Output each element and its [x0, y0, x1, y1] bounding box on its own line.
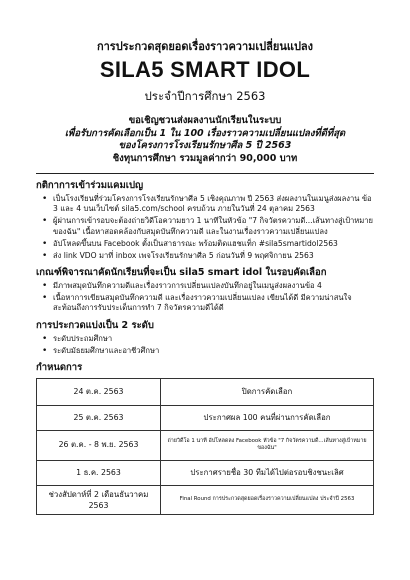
academic-year: ประจำปีการศึกษา 2563: [144, 89, 266, 103]
schedule-activity: ถ่ายวิดีโอ 1 นาที อัปโหลดลง Facebook หัวข้อ "7 กิจวัตรความดี...เส้นทางสู่เป้าหมายของฉัน": [161, 430, 374, 460]
levels-list: [36, 334, 374, 356]
rules-list: [36, 194, 374, 261]
intro-text: [36, 115, 374, 165]
schedule-activity: ปิดการคัดเลือก: [161, 378, 374, 405]
intro-line-4: ชิงทุนการศึกษา รวมมูลค่ากว่า 90,000 บาท: [112, 152, 298, 164]
intro-line-3: ของโครงการโรงเรียนรักษาศีล 5 ปี 2563: [118, 140, 292, 151]
list-item: • เป็นโรงเรียนที่ร่วมโครงการโรงเรียนรักษาศีล 5 เชิงคุณภาพ ปี 2563 ส่งผลงานในเมนูส่งผลงาน ข้อ 3 และ 4 บนเว็บไซต์ sila5.com/school ครบถ้วน ภายในวันที่ 24 ตุลาคม 2563: [53, 194, 374, 215]
schedule-activity: Final Round การประกวดสุดยอดเรื่องราวความเปลี่ยนแปลง ประจำปี 2563: [161, 485, 374, 514]
list-item: • เนื้อหาการเขียนสมุดบันทึกความดี และเรื่องราวความเปลี่ยนแปลง เขียนได้ดี มีความน่าสนใจ สะท้อนถึงการรับประเด็นการทำ 7 กิจวัตรความดีได้ดี: [53, 293, 374, 314]
schedule-date: ช่วงสัปดาห์ที่ 2 เดือนธันวาคม 2563: [37, 485, 161, 514]
list-item: • ผู้ผ่านการเข้ารอบจะต้องถ่ายวิดีโอความยาว 1 นาทีในหัวข้อ "7 กิจวัตรความดี...เส้นทางสู่เป้าหมายของฉัน" เนื้อหาสอดคล้องกับสมุดบันทึกความดี และในงานเรื่องราวความเปลี่ยนแปลง: [53, 216, 374, 237]
list-item: • มีภาพสมุดบันทึกความดีและเรื่องราวการเปลี่ยนแปลงบันทึกอยู่ในเมนูส่งผลงานข้อ 4: [53, 281, 374, 291]
schedule-date: 1 ธ.ค. 2563: [37, 460, 161, 485]
intro-line-2: เพื่อรับการคัดเลือกเป็น 1 ใน 100 เรื่องราวความเปลี่ยนแปลงที่ดีที่สุด: [64, 127, 346, 139]
criteria-list: [36, 281, 374, 314]
divider: [36, 173, 374, 174]
table-row: [37, 485, 374, 514]
header: [36, 0, 374, 165]
schedule-date: 26 ต.ค. - 8 พ.ย. 2563: [37, 430, 161, 460]
schedule-date: 24 ต.ค. 2563: [37, 378, 161, 405]
schedule-date: 25 ต.ค. 2563: [37, 405, 161, 430]
rules-heading: กติกาการเข้าร่วมแคมเปญ: [36, 180, 144, 191]
criteria-heading: เกณฑ์พิจารณาคัดนักเรียนที่จะเป็น sila5 smart idol ในรอบคัดเลือก: [36, 266, 327, 278]
schedule-activity: ประกาศผล 100 คนที่ผ่านการคัดเลือก: [161, 405, 374, 430]
intro-line-1: ขอเชิญชวนส่งผลงานนักเรียนในระบบ: [128, 115, 282, 126]
list-item: • อัปโหลดขึ้นบน Facebook ตั้งเป็นสาธารณะ พร้อมติดแฮชแท็ก #sila5smartidol2563: [53, 239, 374, 249]
list-item: • ส่ง link VDO มาที่ inbox เพจโรงเรียนรักษาศีล 5 ก่อนวันที่ 9 พฤศจิกายน 2563: [53, 251, 374, 261]
table-row: [37, 378, 374, 405]
levels-heading: การประกวดแบ่งเป็น 2 ระดับ: [36, 319, 154, 331]
competition-supertitle: การประกวดสุดยอดเรื่องราวความเปลี่ยนแปลง: [96, 40, 314, 53]
schedule-table: [36, 378, 374, 515]
table-row: [37, 430, 374, 460]
table-row: [37, 405, 374, 430]
table-row: [37, 460, 374, 485]
list-item: • ระดับมัธยมศึกษาและอาชีวศึกษา: [53, 346, 374, 356]
schedule-heading: กำหนดการ: [36, 361, 83, 373]
schedule-activity: ประกาศรายชื่อ 30 ทีมได้ไปต่อรอบชิงชนะเลิศ: [161, 460, 374, 485]
list-item: • ระดับประถมศึกษา: [53, 334, 374, 344]
competition-title: SILA5 SMART IDOL: [99, 57, 311, 82]
